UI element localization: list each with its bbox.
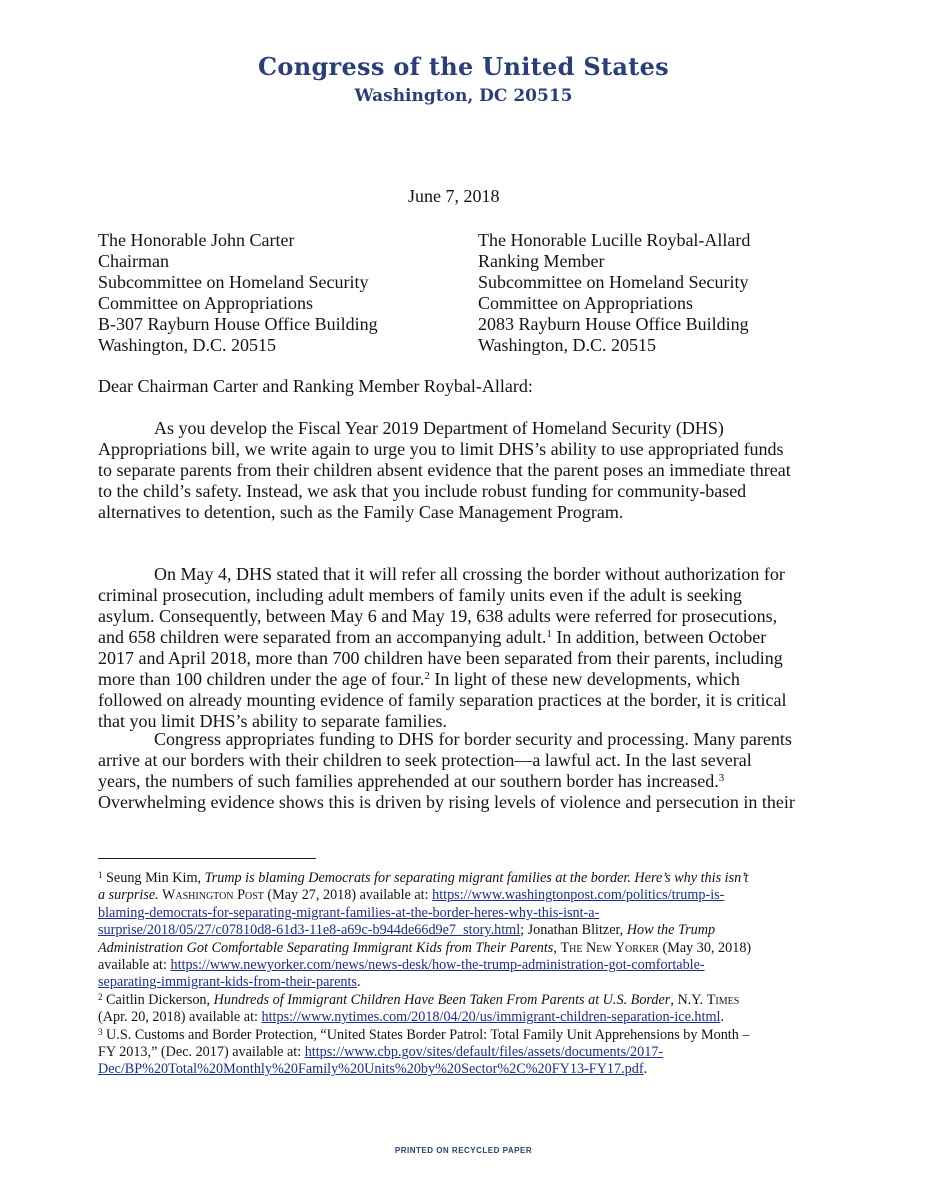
- letter-date: June 7, 2018: [408, 186, 500, 206]
- footnotes: [98, 870, 828, 1079]
- recipient-subcommittee: Subcommittee on Homeland Security: [478, 272, 749, 292]
- footnote-link[interactable]: Dec/BP%20Total%20Monthly%20Family%20Units%20by%20Sector%2C%20FY13-FY17.pdf: [98, 1061, 644, 1078]
- paragraph-line: 2017 and April 2018, more than 700 children have been separated from their parents, including: [98, 648, 783, 668]
- paragraph-line: years, the numbers of such families apprehended at our southern border has increased.$^3$: [98, 771, 725, 791]
- recipient-office: B-307 Rayburn House Office Building: [98, 314, 378, 334]
- paragraph-line: Congress appropriates funding to DHS for border security and processing. Many parents: [154, 729, 792, 749]
- paragraph-line: that you limit DHS’s ability to separate families.: [98, 711, 447, 731]
- recipient-role: Chairman: [98, 251, 169, 271]
- footnote-3-line: $^3$ U.S. Customs and Border Protection, “United States Border Patrol: Total Family Unit Apprehensions by Month –: [98, 1026, 750, 1043]
- paragraph-line: Appropriations bill, we write again to urge you to limit DHS’s ability to use appropriated funds: [98, 439, 784, 459]
- recipient-office: 2083 Rayburn House Office Building: [478, 314, 749, 334]
- footnote-link[interactable]: https://www.newyorker.com/news/news-desk/how-the-trump-administration-got-comfortable-: [170, 957, 705, 974]
- letterhead: [0, 52, 927, 108]
- paragraph-2: [98, 564, 820, 732]
- footnote-1-line: surprise/2018/05/27/c07810d8-61d3-11e8-a69c-b944de66d9e7_story.html; Jonathan Blitzer, How the Trump: [98, 922, 716, 939]
- footnote-1-line: Administration Got Comfortable Separating Immigrant Kids from Their Parents, The New Yorker (May 30, 2018): [98, 939, 752, 956]
- paragraph-line: arrive at our borders with their children to seek protection—a lawful act. In the last several: [98, 750, 752, 770]
- footnote-link[interactable]: https://www.cbp.gov/sites/default/files/assets/documents/2017-: [304, 1044, 664, 1061]
- footnote-link[interactable]: separating-immigrant-kids-from-their-parents: [98, 974, 357, 991]
- recipient-name: The Honorable Lucille Roybal-Allard: [478, 230, 751, 250]
- recipient-left: [98, 230, 378, 356]
- footnote-2-line: (Apr. 20, 2018) available at: https://www.nytimes.com/2018/04/20/us/immigrant-children-separation-ice.html.: [98, 1009, 724, 1026]
- paragraph-line: As you develop the Fiscal Year 2019 Department of Homeland Security (DHS): [154, 418, 724, 438]
- paragraph-line: more than 100 children under the age of four.$^2$ In light of these new developments, which: [98, 669, 740, 689]
- paragraph-line: alternatives to detention, such as the Family Case Management Program.: [98, 502, 624, 522]
- paragraph-3: [98, 729, 820, 813]
- recipient-city: Washington, D.C. 20515: [478, 335, 657, 355]
- paragraph-line: to separate parents from their children absent evidence that the parent poses an immediate threat: [98, 460, 791, 480]
- paragraph-1: [98, 418, 820, 523]
- footnote-1-line: available at: https://www.newyorker.com/news/news-desk/how-the-trump-administration-got-comfortable-: [98, 957, 705, 974]
- footnote-ref: 3: [718, 772, 725, 784]
- footnote-ref: 2: [424, 670, 430, 682]
- paragraph-line: criminal prosecution, including adult members of family units even if the adult is seeking: [98, 585, 742, 605]
- footnote-link[interactable]: https://www.nytimes.com/2018/04/20/us/immigrant-children-separation-ice.html: [261, 1009, 721, 1026]
- paragraph-line: On May 4, DHS stated that it will refer all crossing the border without authorization for: [154, 564, 785, 584]
- footnote-1-line: separating-immigrant-kids-from-their-parents.: [98, 974, 361, 991]
- recipient-city: Washington, D.C. 20515: [98, 335, 277, 355]
- recycled-paper-notice: PRINTED ON RECYCLED PAPER: [394, 1146, 533, 1155]
- footnote-3-line: FY 2013,” (Dec. 2017) available at: https://www.cbp.gov/sites/default/files/assets/documents/2017-: [98, 1044, 664, 1061]
- paragraph-line: Overwhelming evidence shows this is driven by rising levels of violence and persecution in their: [98, 792, 795, 812]
- footnote-1-line: [98, 905, 828, 922]
- footnote-1-line: $^1$ Seung Min Kim, Trump is blaming Democrats for separating migrant families at the border. Here’s why this isn’t: [98, 870, 749, 886]
- paragraph-line: asylum. Consequently, between May 6 and May 19, 638 adults were referred for prosecutions,: [98, 606, 778, 626]
- paragraph-line: followed on already mounting evidence of family separation practices at the border, it is critical: [98, 690, 787, 710]
- footnote-3-line: Dec/BP%20Total%20Monthly%20Family%20Units%20by%20Sector%2C%20FY13-FY17.pdf.: [98, 1061, 648, 1078]
- footnote-2-line: $^2$ Caitlin Dickerson, Hundreds of Immigrant Children Have Been Taken From Parents at U.S. Border, N.Y. Times: [98, 991, 740, 1008]
- footnote-ref: 1: [546, 628, 552, 640]
- footnote-1-line: a surprise. Washington Post (May 27, 2018) available at: https://www.washingtonpost.com/politics/trump-is-: [98, 887, 725, 904]
- paragraph-line: and 658 children were separated from an accompanying adult.$^1$ In addition, between October: [98, 627, 767, 647]
- recipient-role: Ranking Member: [478, 251, 605, 271]
- paragraph-line: to the child’s safety. Instead, we ask that you include robust funding for community-based: [98, 481, 747, 501]
- footnote-link[interactable]: surprise/2018/05/27/c07810d8-61d3-11e8-a69c-b944de66d9e7_story.html: [98, 922, 521, 939]
- footnote-link[interactable]: https://www.washingtonpost.com/politics/trump-is-: [432, 887, 725, 904]
- letterhead-subtitle: Washington, DC 20515: [354, 86, 573, 106]
- recipient-name: The Honorable John Carter: [98, 230, 295, 250]
- recipient-right: [478, 230, 750, 356]
- recipient-committee: Committee on Appropriations: [478, 293, 693, 313]
- footnote-link[interactable]: blaming-democrats-for-separating-migrant-families-at-the-border-heres-why-this-isnt-a-: [98, 904, 600, 921]
- footnote-divider: [98, 858, 316, 859]
- recipient-committee: Committee on Appropriations: [98, 293, 313, 313]
- letterhead-title: Congress of the United States: [257, 52, 669, 81]
- salutation: Dear Chairman Carter and Ranking Member Roybal-Allard:: [98, 376, 533, 396]
- recipient-subcommittee: Subcommittee on Homeland Security: [98, 272, 369, 292]
